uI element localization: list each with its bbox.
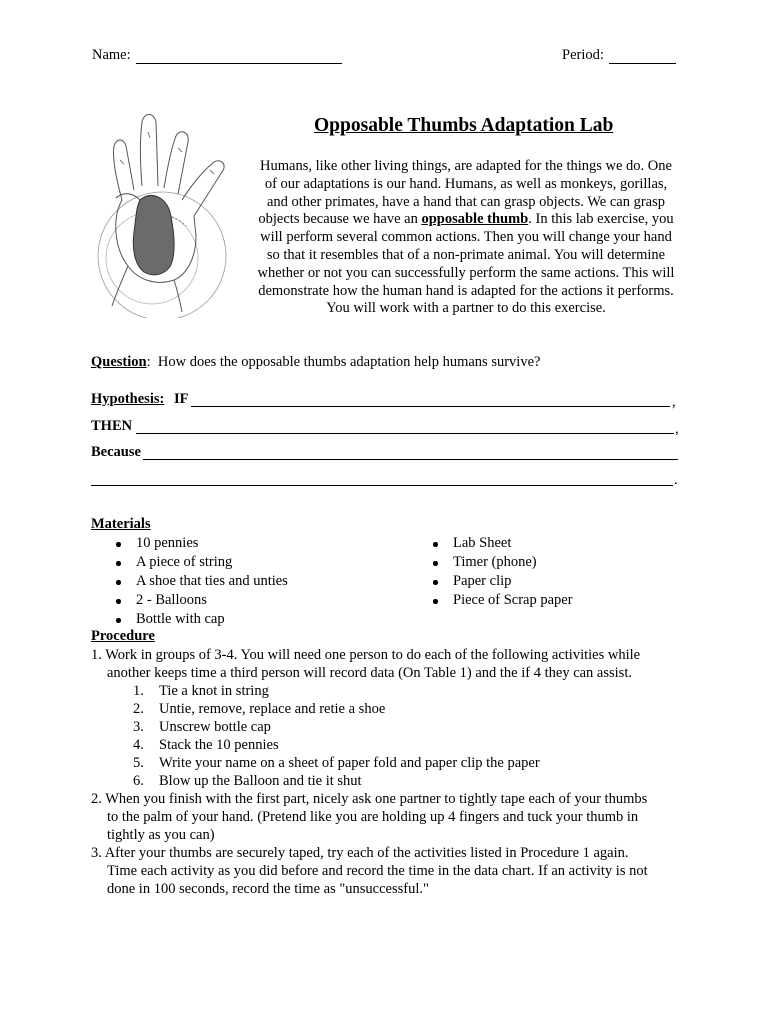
list-item: Paper clip: [429, 572, 573, 591]
list-item: 10 pennies: [112, 534, 288, 553]
list-item: 3. Unscrew bottle cap: [133, 719, 271, 735]
list-item: 1. Tie a knot in string: [133, 683, 269, 699]
list-item: A shoe that ties and unties: [112, 572, 288, 591]
procedure-step-2-line-2: to the palm of your hand. (Pretend like you are holding up 4 fingers and tuck your thumb in: [107, 809, 639, 825]
procedure-step-1-line-1: 1. Work in groups of 3-4. You will need one person to do each of the following activities while: [91, 647, 641, 663]
question-text: How does the opposable thumbs adaptation help humans survive?: [157, 354, 541, 370]
hypothesis-if-line[interactable]: [191, 406, 670, 407]
list-item: Piece of Scrap paper: [429, 591, 573, 610]
hypothesis-then-comma: ,: [675, 421, 679, 437]
hypothesis-continuation-line[interactable]: [91, 485, 673, 486]
hypothesis-period: .: [674, 472, 678, 488]
period-blank-line[interactable]: [609, 63, 676, 64]
materials-list-left: [112, 534, 288, 629]
hand-illustration: [82, 108, 252, 318]
hypothesis-if-label: IF: [174, 391, 189, 407]
intro-text-before: Humans, like other living things, are adapted for the things we do. One of our adaptations is our hand. Humans, as well as monkeys, gorillas, and other primates, have a hand that can grasp objects. We can grasp objects because we have an: [258, 158, 672, 228]
hypothesis-then-line[interactable]: [136, 433, 674, 434]
thumb-shading: [133, 196, 174, 275]
list-item: 2. Untie, remove, replace and retie a shoe: [133, 701, 386, 717]
procedure-step-1-line-2: another keeps time a third person will record data (On Table 1) and the if 4 they can assist.: [107, 665, 632, 681]
list-item: 4. Stack the 10 pennies: [133, 737, 279, 753]
page-title: Opposable Thumbs Adaptation Lab: [314, 115, 614, 136]
list-item: Timer (phone): [429, 553, 573, 572]
intro-emphasis: opposable thumb: [421, 211, 529, 228]
materials-heading: Materials: [91, 516, 151, 532]
name-blank-line[interactable]: [136, 63, 342, 64]
procedure-step-3-line-1: 3. After your thumbs are securely taped, try each of the activities listed in Procedure 1 again.: [91, 845, 629, 861]
question-colon: :: [146, 354, 151, 370]
activity-list: [133, 682, 540, 790]
list-item: 2 - Balloons: [112, 591, 288, 610]
list-item: Lab Sheet: [429, 534, 573, 553]
hypothesis-because-label: Because: [91, 444, 141, 460]
hypothesis-then-label: THEN: [91, 418, 133, 434]
procedure-heading: Procedure: [91, 628, 155, 644]
list-item: Bottle with cap: [112, 610, 288, 629]
procedure-step-3-line-2: Time each activity as you did before and record the time in the data chart. If an activity is not: [107, 863, 648, 879]
procedure-step-2-line-1: 2. When you finish with the first part, nicely ask one partner to tightly tape each of your thumbs: [91, 791, 648, 807]
materials-list-right: [429, 534, 573, 610]
question-label: Question: [91, 354, 147, 370]
procedure-step-3-line-3: done in 100 seconds, record the time as "unsuccessful.": [107, 881, 429, 897]
period-label: Period:: [562, 47, 604, 63]
procedure-step-2-line-3: tightly as you can): [107, 827, 215, 843]
hypothesis-because-line[interactable]: [143, 459, 678, 460]
question-line: [91, 354, 540, 371]
intro-paragraph: [256, 158, 676, 318]
list-item: 5. Write your name on a sheet of paper fold and paper clip the paper: [133, 755, 540, 771]
name-label: Name:: [92, 47, 131, 63]
list-item: A piece of string: [112, 553, 288, 572]
hypothesis-if-comma: ,: [672, 394, 676, 410]
hypothesis-label: Hypothesis:: [91, 391, 165, 407]
list-item: 6. Blow up the Balloon and tie it shut: [133, 773, 362, 789]
intro-text-after: . In this lab exercise, you will perform several common actions. Then you will change your hand so that it resembles that of a non-primate animal. You will determine whether or not you can successfully perform the same actions. This will demonstrate how the human hand is adapted for the actions it performs. You will work with a partner to do this exercise.: [257, 211, 675, 317]
